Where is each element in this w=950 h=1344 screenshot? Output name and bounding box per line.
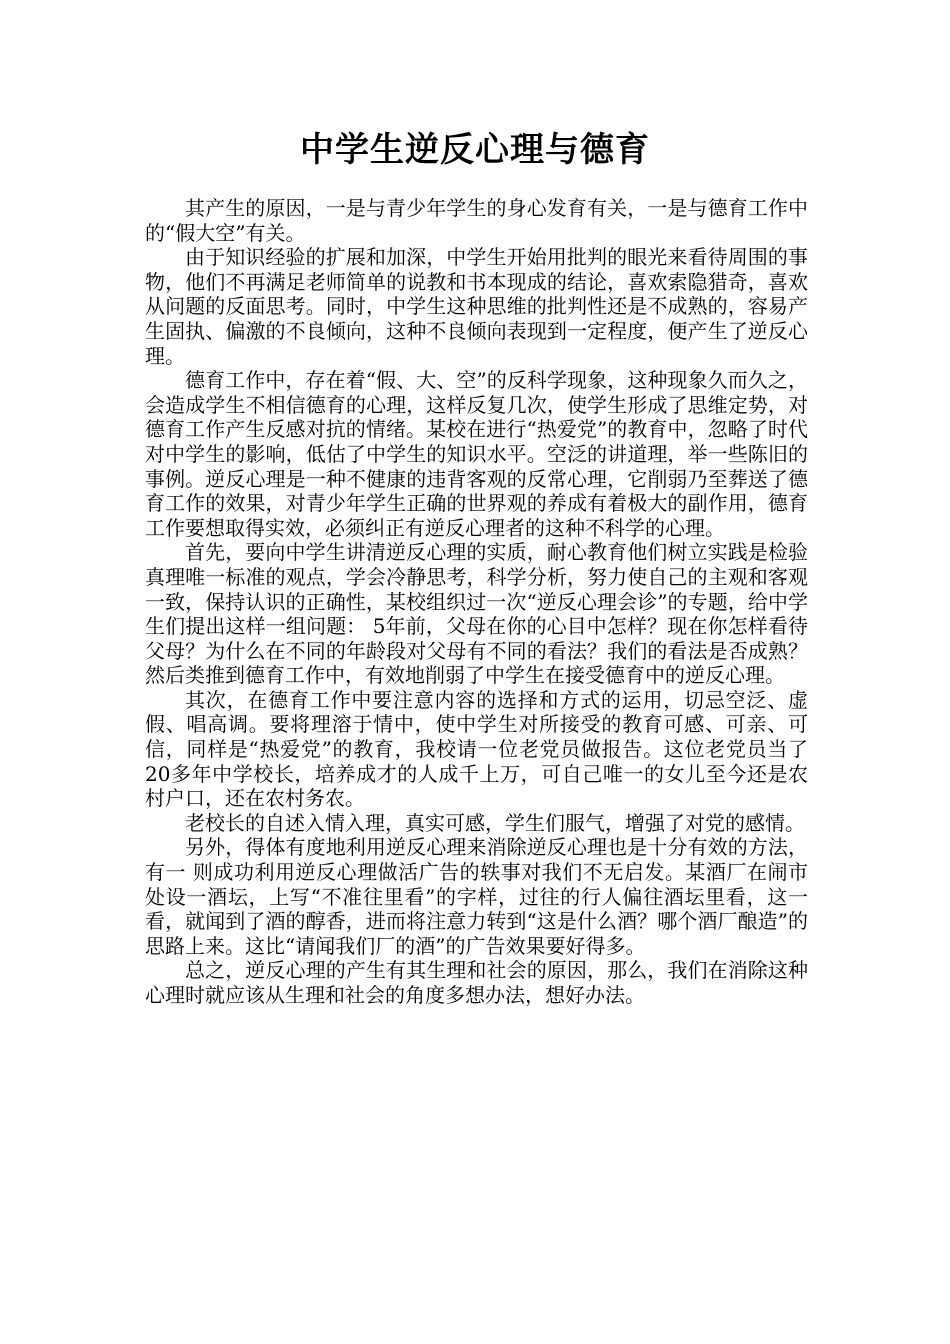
paragraph: 德育工作中，存在着“假、大、空”的反科学现象，这种现象久而久之，会造成学生不相信德育的心理，这样反复几次，使学生形成了思维定势，对德育工作产生反感对抗的情绪。某校在进行“热爱党”的教育中，忽略了时代对中学生的影响，低估了中学生的知识水平。空泛的讲道理，举一些陈旧的事例。逆反心理是一种不健康的违背客观的反常心理，它削弱乃至葬送了德育工作的效果，对青少年学生正确的世界观的养成有着极大的副作用，德育工作要想取得实效，必须纠正有逆反心理者的这种不科学的心理。 xyxy=(145,368,808,540)
paragraph: 其产生的原因，一是与青少年学生的身心发育有关，一是与德育工作中的“假大空”有关。 xyxy=(145,196,808,245)
paragraph: 总之，逆反心理的产生有其生理和社会的原因，那么，我们在消除这种心理时就应该从生理和社会的角度多想办法，想好办法。 xyxy=(145,958,808,1007)
paragraph: 老校长的自述入情入理，真实可感，学生们服气，增强了对党的感情。 xyxy=(185,810,805,835)
paragraph: 另外，得体有度地利用逆反心理来消除逆反心理也是十分有效的方法，有一 则成功利用逆反心理做活广告的轶事对我们不无启发。某酒厂在闹市处设一酒坛，上写“不准往里看”的字样，过往的行人偏往酒坛里看，这一看，就闻到了酒的醇香，进而将注意力转到“这是什么酒？哪个酒厂酿造”的思路上来。这比“请闻我们厂的酒”的广告效果要好得多。 xyxy=(145,835,808,958)
paragraph: 首先，要向中学生讲清逆反心理的实质，耐心教育他们树立实践是检验真理唯一标准的观点，学会冷静思考，科学分析，努力使自己的主观和客观一致，保持认识的正确性，某校组织过一次“逆反心理会诊”的专题，给中学生们提出这样一组问题： 5年前，父母在你的心目中怎样？现在你怎样看待父母？为什么在不同的年龄段对父母有不同的看法？我们的看法是否成熟？然后类推到德育工作中，有效地削弱了中学生在接受德育中的逆反心理。 xyxy=(145,540,808,688)
document-body xyxy=(145,196,808,1008)
document-title: 中学生逆反心理与德育 xyxy=(300,130,650,170)
paragraph: 其次，在德育工作中要注意内容的选择和方式的运用，切忌空泛、虚假、唱高调。要将理溶于情中，使中学生对所接受的教育可感、可亲、可信，同样是“热爱党”的教育，我校请一位老党员做报告。这位老党员当了20多年中学校长，培养成才的人成千上万，可自己唯一的女儿至今还是农村户口，还在农村务农。 xyxy=(145,687,808,811)
paragraph: 由于知识经验的扩展和加深，中学生开始用批判的眼光来看待周围的事物，他们不再满足老师简单的说教和书本现成的结论，喜欢索隐猎奇，喜欢从问题的反面思考。同时，中学生这种思维的批判性还是不成熟的，容易产生固执、偏激的不良倾向，这种不良倾向表现到一定程度，便产生了逆反心理。 xyxy=(145,245,808,368)
